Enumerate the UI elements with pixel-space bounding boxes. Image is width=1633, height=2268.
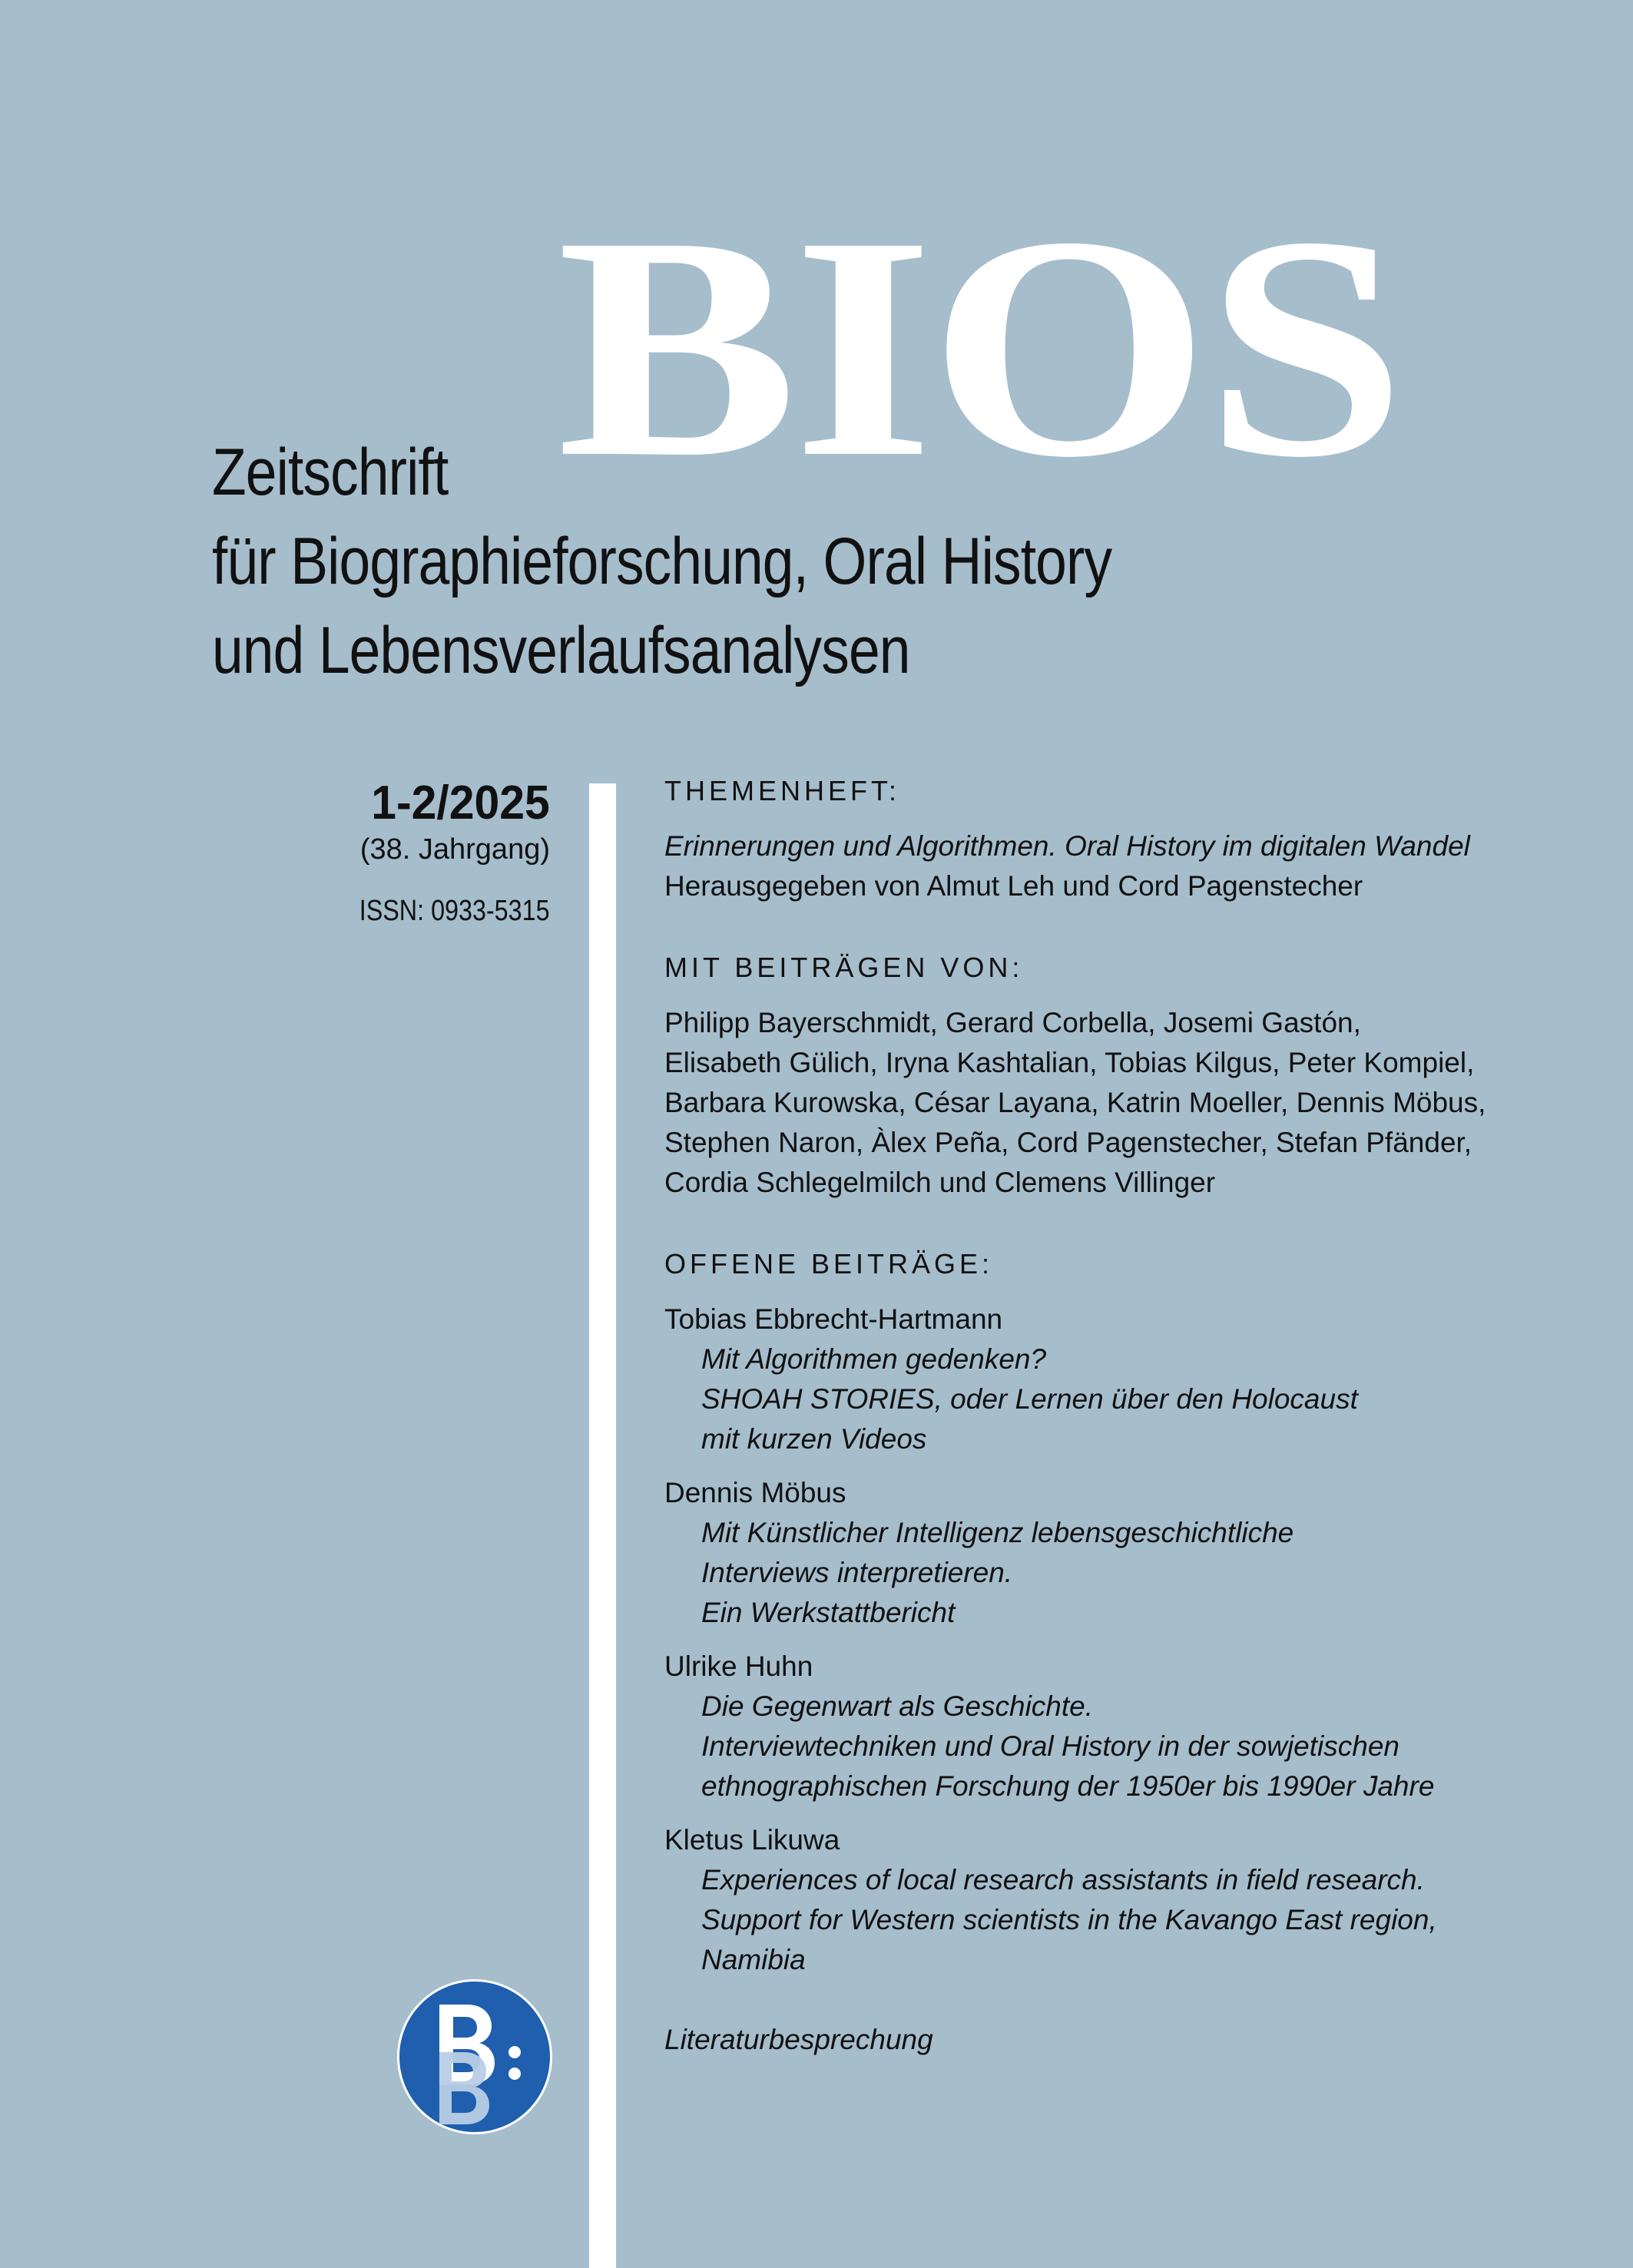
themenheft-editors: Herausgegeben von Almut Leh und Cord Pagenstecher xyxy=(664,870,1363,902)
contributors-line: Barbara Kurowska, César Layana, Katrin Moeller, Dennis Möbus, xyxy=(664,1087,1486,1118)
contributors-line-last xyxy=(664,1163,1586,1203)
contents-column xyxy=(664,777,1586,2060)
vertical-divider xyxy=(589,783,616,2268)
article-title-line: ethnographischen Forschung der 1950er bis 1990er Jahre xyxy=(701,1770,1435,1802)
contributors-line: Philipp Bayerschmidt, Gerard Corbella, Josemi Gastón, xyxy=(664,1007,1361,1038)
contributors-line: Stephen Naron, Àlex Peña, Cord Pagenstecher, Stefan Pfänder, xyxy=(664,1127,1472,1158)
article-title-line: SHOAH STORIES, oder Lernen über den Holocaust xyxy=(701,1383,1358,1415)
volume-label: (38. Jahrgang) xyxy=(359,833,550,866)
article-title-line: Ein Werkstattbericht xyxy=(701,1597,956,1628)
subtitle-line-3: und Lebensverlaufsanalysen xyxy=(212,614,910,687)
issue-number: 1-2/2025 xyxy=(371,776,550,829)
contributors-and: und xyxy=(939,1167,987,1198)
section-heading-contributors: MIT BEITRÄGEN VON: xyxy=(664,952,1024,983)
article-entry xyxy=(664,1473,1586,1633)
article-author: Tobias Ebbrecht-Hartmann xyxy=(664,1303,1003,1335)
article-entry xyxy=(664,1300,1586,1459)
budrich-bb-logo-icon xyxy=(399,1982,550,2132)
article-title-line: Namibia xyxy=(701,1944,806,1975)
journal-title: BIOS xyxy=(557,171,1402,523)
review-label: Literaturbesprechung xyxy=(664,2024,933,2055)
contributor-name: Cordia Schlegelmilch xyxy=(664,1167,932,1198)
article-author: Ulrike Huhn xyxy=(664,1651,813,1682)
subtitle-line-2: für Biographieforschung, Oral History xyxy=(212,525,1112,598)
article-author: Dennis Möbus xyxy=(664,1477,846,1508)
subtitle-line-1: Zeitschrift xyxy=(212,435,449,509)
article-title-line: Die Gegenwart als Geschichte. xyxy=(701,1690,1094,1722)
contributor-name: Clemens Villinger xyxy=(994,1167,1216,1198)
article-title-line: Mit Künstlicher Intelligenz lebensgeschichtliche xyxy=(701,1517,1294,1548)
section-heading-open-articles: OFFENE BEITRÄGE: xyxy=(664,1248,994,1280)
article-entry xyxy=(664,1647,1586,1806)
article-title-line: Experiences of local research assistants in field research. xyxy=(701,1864,1425,1896)
section-heading-themenheft: THEMENHEFT: xyxy=(664,775,900,806)
article-title-line: Interviewtechniken und Oral History in der sowjetischen xyxy=(701,1730,1399,1762)
article-entry xyxy=(664,1820,1586,1980)
article-title-line: Mit Algorithmen gedenken? xyxy=(701,1343,1047,1375)
article-title-line: Interviews interpretieren. xyxy=(701,1557,1013,1588)
themenheft-title: Erinnerungen und Algorithmen. Oral History im digitalen Wandel xyxy=(664,830,1470,862)
article-author: Kletus Likuwa xyxy=(664,1824,840,1856)
article-title-line: mit kurzen Videos xyxy=(701,1423,927,1455)
article-title-line: Support for Western scientists in the Kavango East region, xyxy=(701,1904,1437,1935)
contributors-line: Elisabeth Gülich, Iryna Kashtalian, Tobias Kilgus, Peter Kompiel, xyxy=(664,1047,1475,1078)
issn-label: ISSN: 0933-5315 xyxy=(359,895,550,927)
